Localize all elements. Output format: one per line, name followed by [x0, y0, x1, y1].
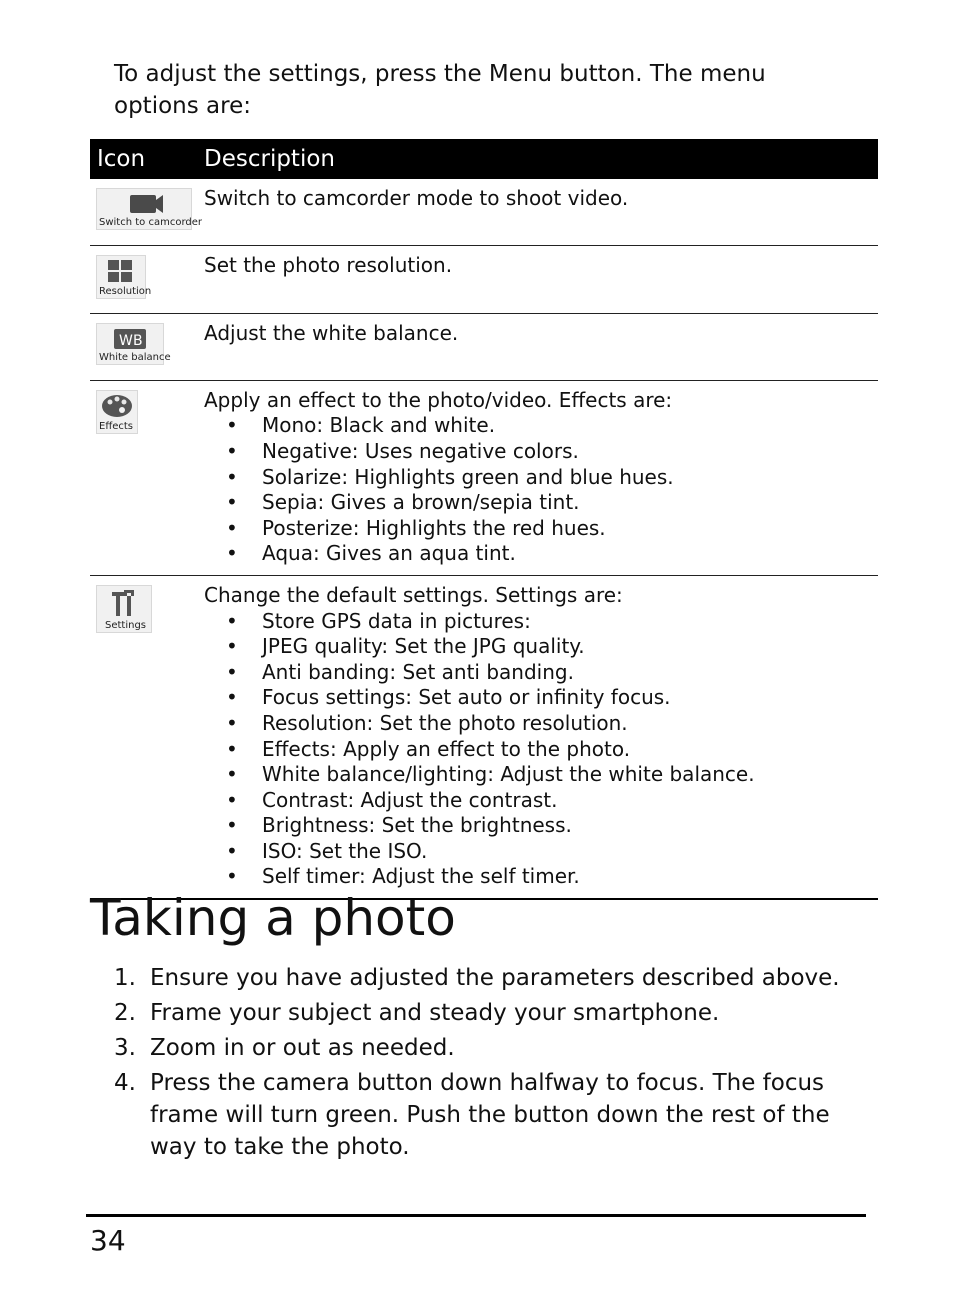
list-item: • JPEG quality: Set the JPG quality.: [262, 634, 878, 660]
list-item: • Resolution: Set the photo resolution.: [262, 711, 878, 737]
camcorder-icon: [96, 188, 202, 230]
list-item: • Sepia: Gives a brown/sepia tint.: [262, 490, 878, 516]
effects-palette-icon: [96, 390, 138, 434]
step-number: 1.: [114, 965, 136, 991]
effects-list: [204, 413, 878, 567]
step-text: Zoom in or out as needed.: [150, 1035, 455, 1061]
row-description: Switch to camcorder mode to shoot video.: [204, 186, 629, 210]
step-text: Frame your subject and steady your smartphone.: [150, 1000, 720, 1026]
row-description: Change the default settings. Settings are:: [204, 582, 623, 607]
list-item: • Contrast: Adjust the contrast.: [262, 788, 878, 814]
table-row: [90, 314, 878, 381]
table-row: [90, 380, 878, 575]
step-number: 4.: [114, 1070, 136, 1096]
icon-caption: Settings: [105, 619, 147, 631]
list-item: [114, 1067, 874, 1163]
list-item: • Posterize: Highlights the red hues.: [262, 516, 878, 542]
list-item: [114, 962, 874, 994]
header-icon: Icon: [90, 139, 196, 179]
list-item: • Negative: Uses negative colors.: [262, 439, 878, 465]
list-item: • Anti banding: Set anti banding.: [262, 660, 878, 686]
list-item: • Effects: Apply an effect to the photo.: [262, 737, 878, 763]
icon-caption: Switch to camcorder: [99, 217, 202, 228]
steps-list: [114, 962, 874, 1166]
list-item: [114, 1032, 874, 1064]
page-number: 34: [90, 1224, 126, 1257]
white-balance-icon: [96, 323, 171, 365]
icon-caption: White balance: [99, 352, 171, 364]
svg-text:B: B: [133, 333, 143, 350]
list-item: • Aqua: Gives an aqua tint.: [262, 541, 878, 567]
list-item: • Store GPS data in pictures:: [262, 609, 878, 635]
list-item: • Mono: Black and white.: [262, 413, 878, 439]
step-text: Ensure you have adjusted the parameters described above.: [150, 965, 840, 991]
table-row: [90, 245, 878, 314]
settings-list: [204, 609, 878, 891]
table-row: [90, 575, 878, 899]
list-item: • Self timer: Adjust the self timer.: [262, 864, 878, 890]
resolution-icon: [96, 255, 152, 299]
step-number: 2.: [114, 1000, 136, 1026]
list-item: • ISO: Set the ISO.: [262, 839, 878, 865]
icon-caption: Resolution: [99, 285, 152, 297]
list-item: • Focus settings: Set auto or infinity focus.: [262, 685, 878, 711]
row-description: Apply an effect to the photo/video. Effects are:: [204, 387, 673, 412]
menu-options-table: [90, 139, 878, 900]
list-item: • Solarize: Highlights green and blue hues.: [262, 465, 878, 491]
step-number: 3.: [114, 1035, 136, 1061]
row-description: Set the photo resolution.: [204, 252, 453, 277]
list-item: • Brightness: Set the brightness.: [262, 813, 878, 839]
svg-text:W: W: [119, 333, 133, 350]
table-row: [90, 179, 878, 245]
list-item: • White balance/lighting: Adjust the white balance.: [262, 762, 878, 788]
icon-caption: Effects: [99, 420, 133, 432]
header-description: Description: [196, 139, 878, 179]
list-item: [114, 997, 874, 1029]
section-title: Taking a photo: [90, 889, 456, 947]
footer-divider: [86, 1214, 866, 1217]
settings-tools-icon: [96, 585, 152, 633]
table-header-row: [90, 139, 878, 179]
intro-paragraph: To adjust the settings, press the Menu button. The menu options are:: [114, 61, 766, 119]
step-text: Press the camera button down halfway to focus. The focus frame will turn green. Push the button down the rest of the way to take the photo.: [150, 1070, 830, 1160]
row-description: Adjust the white balance.: [204, 321, 459, 346]
